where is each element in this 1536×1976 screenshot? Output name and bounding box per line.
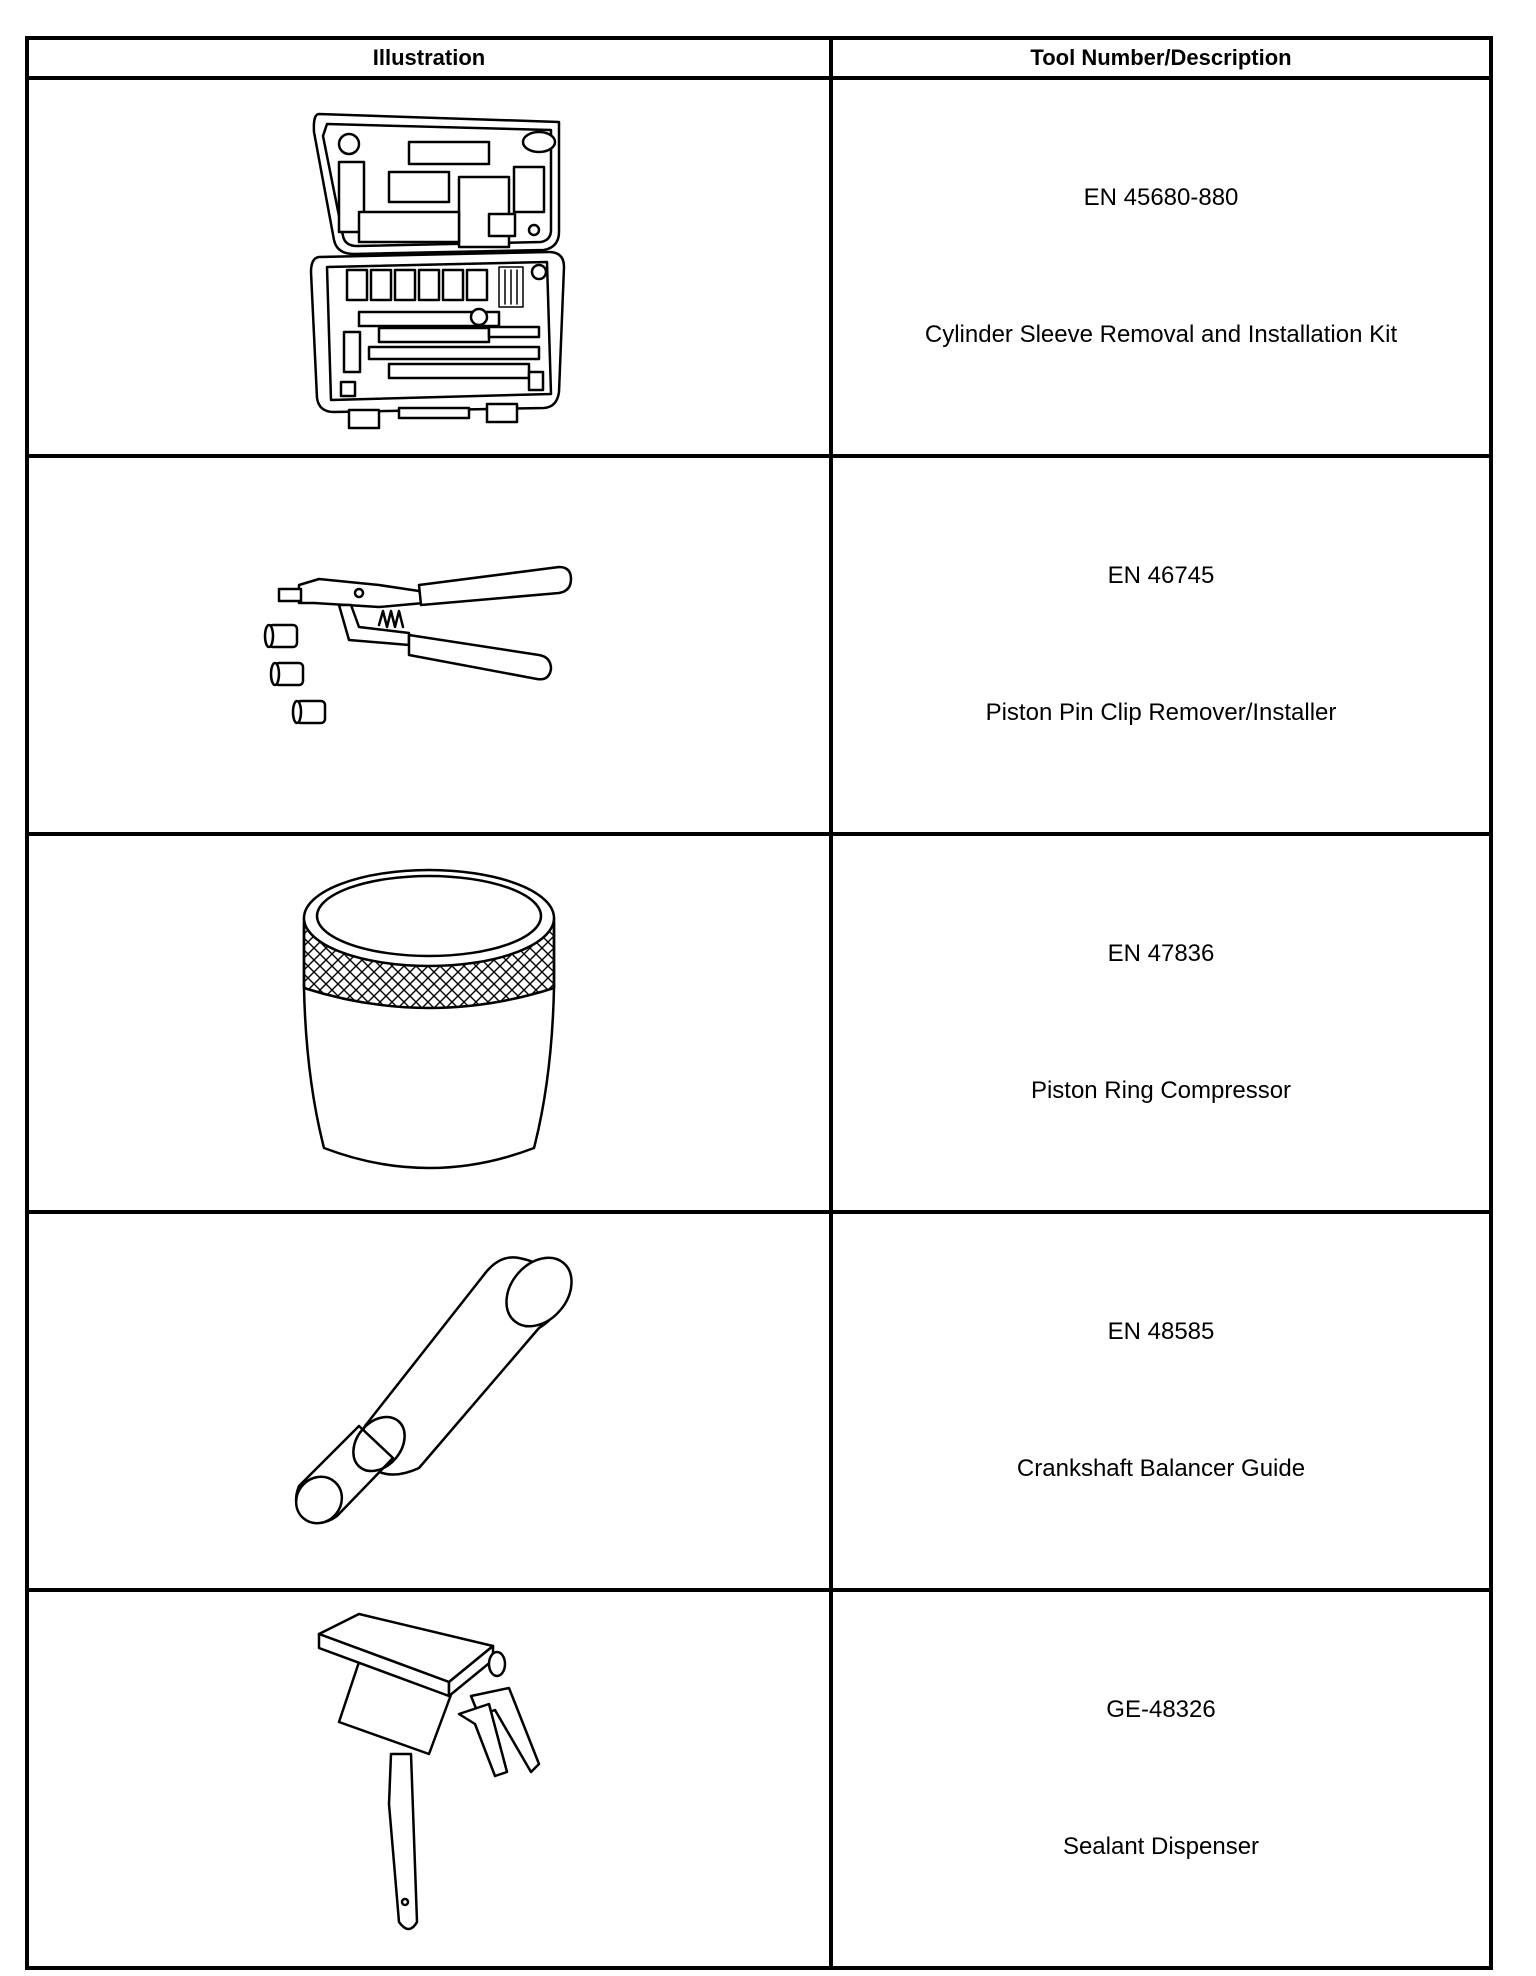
- illustration-cell: [27, 1212, 831, 1590]
- table-row: [27, 1590, 1491, 1968]
- piston-ring-compressor-illustration: [284, 858, 574, 1188]
- piston-pin-clip-pliers-illustration: [259, 545, 599, 745]
- tool-description: Sealant Dispenser: [1062, 1833, 1260, 1860]
- tool-description-cell: [831, 456, 1491, 834]
- table-row: [27, 456, 1491, 834]
- tool-description: Crankshaft Balancer Guide: [1016, 1455, 1306, 1482]
- sealant-dispenser-illustration: [299, 1604, 559, 1954]
- tool-description-cell: [831, 834, 1491, 1212]
- column-header-tool: Tool Number/Description: [831, 38, 1491, 78]
- tool-description: Piston Pin Clip Remover/Installer: [985, 699, 1337, 726]
- tool-description-cell: [831, 1590, 1491, 1968]
- tool-number: EN 48585: [1107, 1318, 1215, 1346]
- tool-number: EN 45680-880: [1083, 184, 1239, 212]
- illustration-cell: [27, 456, 831, 834]
- tool-description-cell: [831, 78, 1491, 456]
- tool-description: Piston Ring Compressor: [1030, 1077, 1292, 1104]
- illustration-cell: [27, 1590, 831, 1968]
- table-row: [27, 1212, 1491, 1590]
- illustration-cell: [27, 78, 831, 456]
- tool-number: EN 47836: [1107, 940, 1215, 968]
- tool-number: GE-48326: [1106, 1696, 1216, 1724]
- table-header-row: [27, 38, 1491, 78]
- table-row: [27, 78, 1491, 456]
- cylinder-sleeve-kit-case-illustration: [259, 102, 599, 432]
- illustration-cell: [27, 834, 831, 1212]
- tool-description: Cylinder Sleeve Removal and Installation Kit: [924, 321, 1398, 348]
- column-header-illustration: Illustration: [27, 38, 831, 78]
- tool-number: EN 46745: [1107, 562, 1215, 590]
- table-row: [27, 834, 1491, 1212]
- special-tools-table: [25, 36, 1493, 1970]
- crankshaft-balancer-guide-illustration: [269, 1236, 589, 1566]
- tool-description-cell: [831, 1212, 1491, 1590]
